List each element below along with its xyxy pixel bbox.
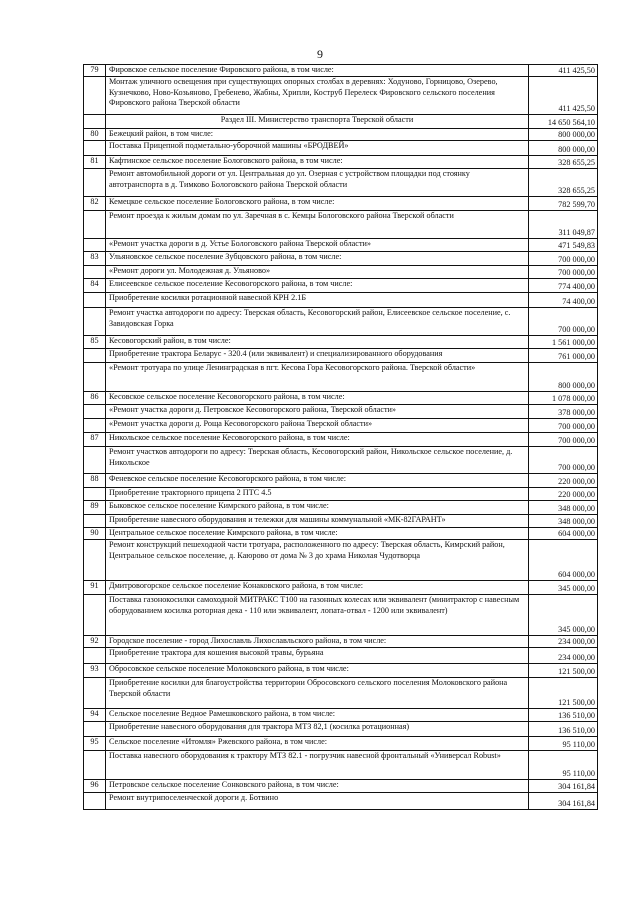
row-description: Центральное сельское поселение Кимрского района, в том числе: xyxy=(106,528,529,540)
table-row xyxy=(84,751,598,780)
row-description: Приобретение навесного оборудования для трактора МТЗ 82,1 (косилка ротационная) xyxy=(106,722,529,737)
row-amount: 348 000,00 xyxy=(529,515,598,528)
row-number: 92 xyxy=(84,636,106,648)
row-amount: 345 000,00 xyxy=(529,581,598,595)
row-description: Ремонт внутрипоселенческой дороги д. Ботвино xyxy=(106,793,529,810)
row-amount: 700 000,00 xyxy=(529,308,598,336)
row-number xyxy=(84,540,106,581)
table-row xyxy=(84,141,598,156)
row-amount: 95 110,00 xyxy=(529,737,598,751)
row-amount: 345 000,00 xyxy=(529,595,598,636)
row-amount: 700 000,00 xyxy=(529,433,598,447)
row-description: «Ремонт участка дороги д. Роща Кесовогорского района Тверской области» xyxy=(106,419,529,433)
row-amount: 304 161,84 xyxy=(529,780,598,793)
table-row xyxy=(84,595,598,636)
row-number: 89 xyxy=(84,501,106,515)
row-description: Обросовское сельское поселение Молоковского района, в том числе: xyxy=(106,664,529,678)
table-row xyxy=(84,115,598,129)
table-row xyxy=(84,363,598,392)
table-row xyxy=(84,528,598,540)
row-description: «Ремонт участка дороги д. Петровское Кесовогорского района, Тверской области» xyxy=(106,405,529,419)
row-description: Поставка Прицепной подметально-уборочной машины «БРОДВЕЙ» xyxy=(106,141,529,156)
row-number xyxy=(84,515,106,528)
row-amount: 121 500,00 xyxy=(529,678,598,709)
table-row xyxy=(84,293,598,308)
table-row xyxy=(84,392,598,405)
row-description: Приобретение трактора Беларус - 320.4 (или эквивалент) и специализированного оборудования xyxy=(106,349,529,363)
row-description: Ремонт проезда к жилым домам по ул. Заречная в с. Кемцы Бологовского района Тверской области xyxy=(106,211,529,239)
row-description: Приобретение косилки для благоустройства территории Обросовского сельского поселения Молоковского района Тверской области xyxy=(106,678,529,709)
table-row xyxy=(84,156,598,169)
row-description: Поставка навесного оборудования к трактору МТЗ 82.1 - погрузчик навесной фронтальный «Универсал Robust» xyxy=(106,751,529,780)
row-number xyxy=(84,751,106,780)
row-number xyxy=(84,793,106,810)
row-description: Ремонт участка автодороги по адресу: Тверская область, Кесовогорский район, Елисеевское сельское поселение, с. Завидовская Горка xyxy=(106,308,529,336)
row-description: Бежецкий район, в том числе: xyxy=(106,129,529,141)
row-description: Сельское поселение «Итомля» Ржевского района, в том числе: xyxy=(106,737,529,751)
table-row xyxy=(84,419,598,433)
row-number xyxy=(84,115,106,129)
row-number: 96 xyxy=(84,780,106,793)
row-amount: 604 000,00 xyxy=(529,540,598,581)
row-number: 83 xyxy=(84,252,106,266)
table-row xyxy=(84,77,598,115)
row-description: Поставка газонокосилки самоходной МИТРАКС Т100 на газонных колесах или эквивалент (минитрактор с навесным оборудованием косилка роторная дека - 110 или эквивалент, лопата-отвал - 1200 или эквивалент) xyxy=(106,595,529,636)
row-number: 95 xyxy=(84,737,106,751)
row-amount: 774 400,00 xyxy=(529,279,598,293)
table-row xyxy=(84,405,598,419)
row-amount: 800 000,00 xyxy=(529,363,598,392)
table-row xyxy=(84,433,598,447)
row-number xyxy=(84,239,106,252)
row-number: 80 xyxy=(84,129,106,141)
row-amount: 234 000,00 xyxy=(529,636,598,648)
row-number xyxy=(84,447,106,474)
table-row xyxy=(84,722,598,737)
row-number xyxy=(84,293,106,308)
row-amount: 220 000,00 xyxy=(529,474,598,488)
table-row xyxy=(84,169,598,197)
row-amount: 800 000,00 xyxy=(529,129,598,141)
row-number xyxy=(84,363,106,392)
row-description: Кесовогорский район, в том числе: xyxy=(106,336,529,349)
row-number: 87 xyxy=(84,433,106,447)
row-amount: 1 561 000,00 xyxy=(529,336,598,349)
row-description: Дмитровогорское сельское поселение Конаковского района, в том числе: xyxy=(106,581,529,595)
row-description: «Ремонт тротуара по улице Ленинградская в пгт. Кесова Гора Кесовогорского района. Тверской области» xyxy=(106,363,529,392)
page-number: 9 xyxy=(317,47,323,61)
row-description: Ремонт конструкций пешеходной части тротуара, расположенного по адресу: Тверская область, Кимрский район, Центральное сельское поселение, д. Каюрово от дома № 3 до храма Николая Чудотворца xyxy=(106,540,529,581)
row-description: Петровское сельское поселение Сонковского района, в том числе: xyxy=(106,780,529,793)
table-row xyxy=(84,488,598,501)
row-amount: 700 000,00 xyxy=(529,447,598,474)
row-number xyxy=(84,488,106,501)
row-description: Кесовское сельское поселение Кесовогорского района, в том числе: xyxy=(106,392,529,405)
row-description: Сельское поселение Ведное Рамешковского района, в том числе: xyxy=(106,709,529,722)
table-row xyxy=(84,65,598,77)
row-amount: 95 110,00 xyxy=(529,751,598,780)
row-number: 90 xyxy=(84,528,106,540)
table-row xyxy=(84,709,598,722)
row-amount: 782 599,70 xyxy=(529,197,598,211)
row-number: 81 xyxy=(84,156,106,169)
row-number xyxy=(84,349,106,363)
row-number: 88 xyxy=(84,474,106,488)
table-row xyxy=(84,581,598,595)
row-description: Городское поселение - город Лихославль Лихославльского района, в том числе: xyxy=(106,636,529,648)
table-row xyxy=(84,648,598,664)
row-description: «Ремонт дороги ул. Молодежная д. Ульяново» xyxy=(106,266,529,279)
row-description: Фировское сельское поселение Фировского района, в том числе: xyxy=(106,65,529,77)
row-amount: 411 425,50 xyxy=(529,65,598,77)
table-row xyxy=(84,279,598,293)
table-row xyxy=(84,501,598,515)
row-amount: 234 000,00 xyxy=(529,648,598,664)
row-amount: 471 549,83 xyxy=(529,239,598,252)
table-row xyxy=(84,211,598,239)
row-description: Ульяновское сельское поселение Зубцовского района, в том числе: xyxy=(106,252,529,266)
row-amount: 411 425,50 xyxy=(529,77,598,115)
table-row xyxy=(84,474,598,488)
row-number xyxy=(84,405,106,419)
table-row xyxy=(84,678,598,709)
row-description: Приобретение трактора для кошения высокой травы, бурьяна xyxy=(106,648,529,664)
row-amount: 74 400,00 xyxy=(529,293,598,308)
row-number: 91 xyxy=(84,581,106,595)
row-number xyxy=(84,77,106,115)
budget-table-body xyxy=(84,65,598,810)
row-description: Приобретение навесного оборудования и тележки для машины коммунальной «МК-82ГАРАНТ» xyxy=(106,515,529,528)
row-number: 93 xyxy=(84,664,106,678)
row-number xyxy=(84,266,106,279)
table-row xyxy=(84,266,598,279)
row-amount: 1 078 000,00 xyxy=(529,392,598,405)
row-number: 86 xyxy=(84,392,106,405)
row-number: 94 xyxy=(84,709,106,722)
table-row xyxy=(84,780,598,793)
row-number xyxy=(84,648,106,664)
row-description: Кемецкое сельское поселение Бологовского района, в том числе: xyxy=(106,197,529,211)
table-row xyxy=(84,129,598,141)
row-description: Кафтинское сельское поселение Бологовского района, в том числе: xyxy=(106,156,529,169)
row-amount: 348 000,00 xyxy=(529,501,598,515)
table-row xyxy=(84,636,598,648)
row-amount: 304 161,84 xyxy=(529,793,598,810)
row-number: 85 xyxy=(84,336,106,349)
row-amount: 761 000,00 xyxy=(529,349,598,363)
row-amount: 121 500,00 xyxy=(529,664,598,678)
row-amount: 800 000,00 xyxy=(529,141,598,156)
row-description: Приобретение тракторного прицепа 2 ПТС 4.5 xyxy=(106,488,529,501)
row-number xyxy=(84,211,106,239)
row-amount: 311 049,87 xyxy=(529,211,598,239)
table-row xyxy=(84,515,598,528)
row-description: Ремонт участков автодороги по адресу: Тверская область, Кесовогорский район, Никольское сельское поселение, д. Никольское xyxy=(106,447,529,474)
row-number: 79 xyxy=(84,65,106,77)
row-amount: 14 650 564,10 xyxy=(529,115,598,129)
row-number xyxy=(84,722,106,737)
row-number xyxy=(84,419,106,433)
table-row xyxy=(84,308,598,336)
row-description: «Ремонт участка дороги в д. Устье Бологовского района Тверской области» xyxy=(106,239,529,252)
table-row xyxy=(84,540,598,581)
table-row xyxy=(84,737,598,751)
row-description: Ремонт автомобильной дороги от ул. Центральная до ул. Озерная с устройством площадки под стоянку автотранспорта в д. Тимково Бологовского района Тверской области xyxy=(106,169,529,197)
table-row xyxy=(84,447,598,474)
row-amount: 136 510,00 xyxy=(529,722,598,737)
row-number xyxy=(84,678,106,709)
row-amount: 700 000,00 xyxy=(529,252,598,266)
row-amount: 378 000,00 xyxy=(529,405,598,419)
row-number: 84 xyxy=(84,279,106,293)
row-number xyxy=(84,141,106,156)
row-description: Приобретение косилки ротационной навесной КРН 2.1Б xyxy=(106,293,529,308)
row-amount: 136 510,00 xyxy=(529,709,598,722)
row-description: Быковское сельское поселение Кимрского района, в том числе: xyxy=(106,501,529,515)
row-description: Раздел III. Министерство транспорта Тверской области xyxy=(106,115,529,129)
row-amount: 700 000,00 xyxy=(529,419,598,433)
table-row xyxy=(84,664,598,678)
row-amount: 604 000,00 xyxy=(529,528,598,540)
row-description: Елисеевское сельское поселение Кесовогорского района, в том числе: xyxy=(106,279,529,293)
table-row xyxy=(84,252,598,266)
row-number xyxy=(84,169,106,197)
row-description: Феневское сельское поселение Кесовогорского района, в том числе: xyxy=(106,474,529,488)
table-row xyxy=(84,197,598,211)
row-amount: 328 655,25 xyxy=(529,156,598,169)
table-row xyxy=(84,239,598,252)
table-row xyxy=(84,349,598,363)
table-row xyxy=(84,793,598,810)
row-amount: 220 000,00 xyxy=(529,488,598,501)
row-description: Никольское сельское поселение Кесовогорского района, в том числе: xyxy=(106,433,529,447)
budget-table xyxy=(83,64,598,810)
row-number: 82 xyxy=(84,197,106,211)
row-amount: 328 655,25 xyxy=(529,169,598,197)
row-number xyxy=(84,308,106,336)
row-number xyxy=(84,595,106,636)
row-amount: 700 000,00 xyxy=(529,266,598,279)
row-description: Монтаж уличного освещения при существующих опорных столбах в деревнях: Ходуново, Горницово, Озерево, Кузнечково, Ново-Козьяново, Гребенево, Жабны, Хрипли, Коструб Перелеск Фировского сельского поселения Фировского района Тверской области xyxy=(106,77,529,115)
table-row xyxy=(84,336,598,349)
